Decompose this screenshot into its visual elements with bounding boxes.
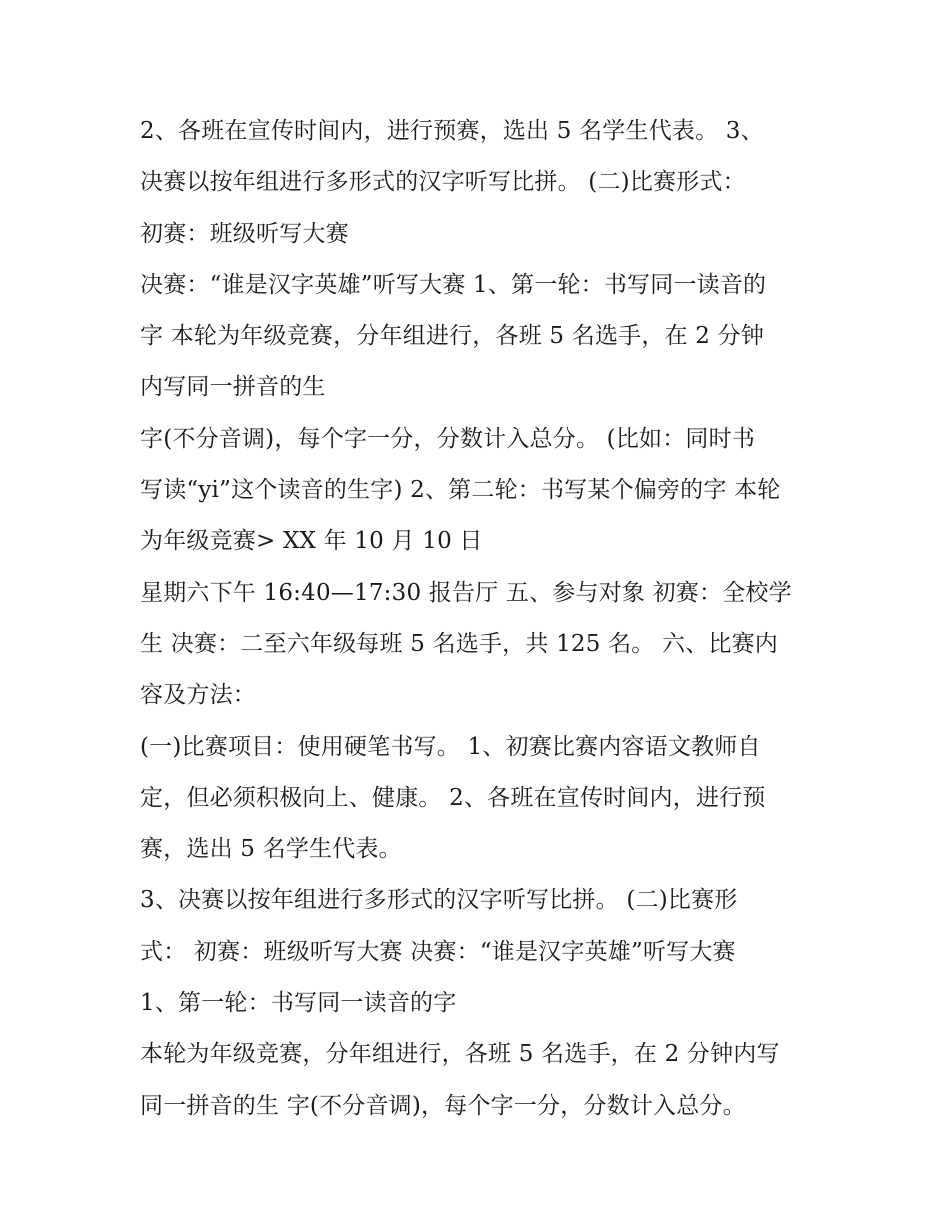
text-line: 为年级竞赛> XX 年 10 月 10 日: [140, 528, 483, 555]
text-line: 生 决赛：二至六年级每班 5 名选手，共 125 名。 六、比赛内: [140, 630, 778, 657]
text-line: 2、各班在宣传时间内，进行预赛，选出 5 名学生代表。 3、: [140, 118, 764, 144]
text-line: 3、决赛以按年组进行多形式的汉字听写比拼。 (二)比赛形: [140, 887, 738, 914]
text-line: 1、第一轮：书写同一读音的字: [140, 990, 457, 1017]
text-line: 定，但必须积极向上、健康。 2、各班在宣传时间内，进行预: [140, 784, 766, 811]
text-line: 写读“yi”这个读音的生字) 2、第二轮：书写某个偏旁的字 本轮: [140, 477, 781, 504]
text-line: 本轮为年级竞赛，分年组进行，各班 5 名选手，在 2 分钟内写: [140, 1041, 780, 1068]
text-line: 容及方法：: [140, 682, 256, 709]
text-line: 内写同一拼音的生: [140, 374, 326, 401]
document-text-body: [140, 106, 820, 1132]
text-line: 同一拼音的生 字(不分音调)，每个字一分，分数计入总分。: [140, 1092, 746, 1119]
text-line: 初赛：班级听写大赛: [140, 220, 349, 247]
text-line: 决赛以按年组进行多形式的汉字听写比拼。 (二)比赛形式：: [140, 169, 746, 196]
text-line: 星期六下午 16:40—17:30 报告厅 五、参与对象 初赛：全校学: [140, 579, 792, 606]
text-line: 字(不分音调)，每个字一分，分数计入总分。 (比如：同时书: [140, 425, 756, 452]
text-line: 决赛：“谁是汉字英雄”听写大赛 1、第一轮：书写同一读音的: [140, 271, 767, 298]
text-line: (一)比赛项目：使用硬笔书写。 1、初赛比赛内容语文教师自: [140, 733, 761, 760]
text-line: 赛，选出 5 名学生代表。: [140, 836, 402, 863]
text-line: 式： 初赛：班级听写大赛 决赛：“谁是汉字英雄”听写大赛: [140, 938, 736, 965]
text-line: 字 本轮为年级竞赛，分年组进行，各班 5 名选手，在 2 分钟: [140, 323, 765, 350]
